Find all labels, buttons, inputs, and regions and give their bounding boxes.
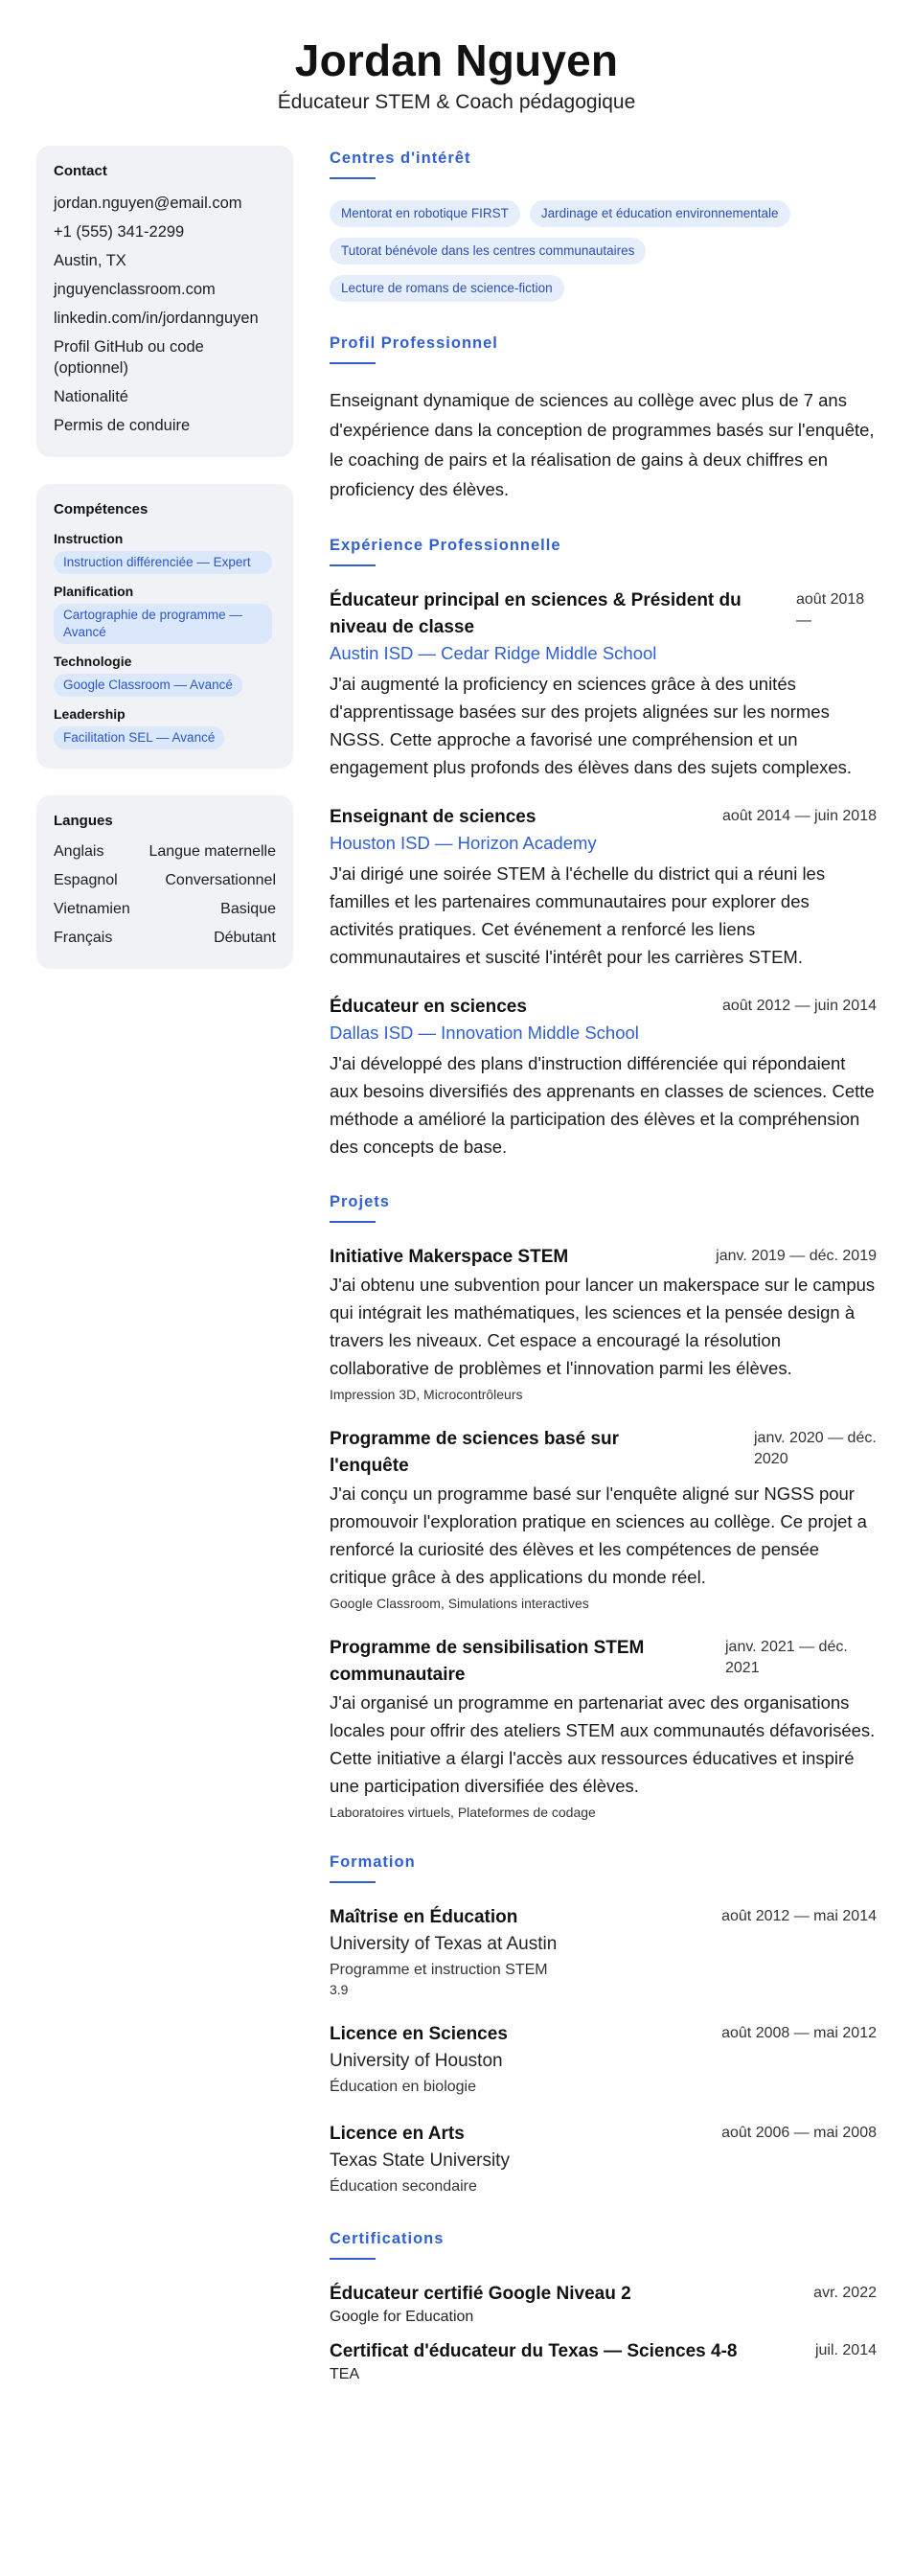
language-level: Basique <box>220 901 276 917</box>
degree-gpa: 3.9 <box>330 1982 349 1997</box>
profile-section <box>330 334 877 504</box>
project-entry <box>330 1244 877 1403</box>
project-description: J'ai organisé un programme en partenariat avec des organisations locales pour offrir des ateliers STEM aux communautés défavorisées. Cette initiative a élargi l'accès aux ressources éducatives et inspiré une participation diversifiée des élèves. <box>330 1692 876 1796</box>
job-description: J'ai développé des plans d'instruction différenciée qui répondaient aux besoins diversifiés des apprenants en classes de sciences. Cette méthode a amélioré la participation des élèves et la compréhension des concepts de base. <box>330 1053 875 1157</box>
job-title: Éducateur principal en sciences & Président du niveau de classe <box>330 590 742 637</box>
section-title-experience: Expérience Professionnelle <box>330 537 561 554</box>
language-level: Conversationnel <box>165 872 276 888</box>
interests-list <box>330 200 877 302</box>
certification-entry <box>330 2338 877 2384</box>
contact-license: Permis de conduire <box>54 417 191 434</box>
language-row <box>54 929 276 948</box>
section-title-certifications: Certifications <box>330 2230 445 2247</box>
project-name: Programme de sensibilisation STEM communautaire <box>330 1638 645 1685</box>
interest-chip: Lecture de romans de science-fiction <box>330 275 564 302</box>
interest-chip: Tutorat bénévole dans les centres communautaires <box>330 238 646 264</box>
degree-name: Licence en Arts <box>330 2124 465 2144</box>
language-name: Français <box>54 930 113 946</box>
degree-date: août 2006 — mai 2008 <box>721 2125 877 2141</box>
certifications-section <box>330 2230 877 2384</box>
contact-website[interactable]: jnguyenclassroom.com <box>54 281 216 298</box>
experience-entry <box>330 994 877 1161</box>
section-divider <box>330 177 376 179</box>
certification-issuer: Google for Education <box>330 2309 474 2325</box>
language-row <box>54 900 276 919</box>
experience-entry <box>330 587 877 781</box>
project-technologies: Google Classroom, Simulations interactives <box>330 1596 589 1611</box>
degree-name: Licence en Sciences <box>330 2024 508 2044</box>
section-divider <box>330 2258 376 2260</box>
skill-category-technology: Technologie <box>54 654 132 669</box>
school-name: University of Houston <box>330 2051 503 2071</box>
contact-phone: +1 (555) 341-2299 <box>54 223 185 241</box>
skills-title: Compétences <box>54 501 148 518</box>
sidebar <box>36 146 293 996</box>
contact-card <box>36 146 293 457</box>
interests-section <box>330 150 877 302</box>
experience-entry <box>330 804 877 971</box>
school-name: Texas State University <box>330 2150 510 2171</box>
degree-field: Éducation secondaire <box>330 2178 477 2195</box>
contact-location: Austin, TX <box>54 252 126 269</box>
school-name: University of Texas at Austin <box>330 1934 558 1954</box>
project-name: Programme de sciences basé sur l'enquête <box>330 1429 620 1476</box>
education-entry <box>330 2021 877 2098</box>
resume-body <box>36 146 877 2417</box>
main-content <box>330 146 877 2417</box>
project-name: Initiative Makerspace STEM <box>330 1247 569 1267</box>
language-level: Langue maternelle <box>148 843 276 860</box>
education-entry <box>330 1904 877 1998</box>
certification-entry <box>330 2281 877 2327</box>
section-title-interests: Centres d'intérêt <box>330 150 471 167</box>
skill-category-leadership: Leadership <box>54 706 126 722</box>
language-row <box>54 871 276 890</box>
section-title-profile: Profil Professionnel <box>330 334 498 352</box>
job-organization: Houston ISD — Horizon Academy <box>330 833 597 853</box>
certification-date: avr. 2022 <box>813 2285 877 2301</box>
language-name: Espagnol <box>54 872 118 888</box>
contact-email[interactable]: jordan.nguyen@email.com <box>54 195 242 212</box>
projects-section <box>330 1193 877 1821</box>
skill-category-planning: Planification <box>54 584 134 599</box>
languages-card <box>36 795 293 969</box>
skill-chip: Cartographie de programme — Avancé <box>54 604 272 644</box>
contact-github[interactable]: Profil GitHub ou code (optionnel) <box>54 338 204 377</box>
degree-date: août 2008 — mai 2012 <box>721 2025 877 2041</box>
skill-chip: Google Classroom — Avancé <box>54 674 242 697</box>
section-title-projects: Projets <box>330 1193 390 1210</box>
candidate-name: Jordan Nguyen <box>294 35 619 85</box>
language-name: Vietnamien <box>54 901 130 917</box>
project-entry <box>330 1426 877 1612</box>
contact-nationality: Nationalité <box>54 388 128 405</box>
project-technologies: Impression 3D, Microcontrôleurs <box>330 1387 523 1402</box>
job-date: août 2012 — juin 2014 <box>721 998 877 1014</box>
job-title: Enseignant de sciences <box>330 807 536 827</box>
section-divider <box>330 1221 376 1223</box>
interest-chip: Mentorat en robotique FIRST <box>330 200 520 227</box>
project-description: J'ai obtenu une subvention pour lancer un makerspace sur le campus qui intégrait les mathématiques, les sciences et la pensée design à travers les niveaux. Cet espace a encouragé la résolution collaborative de problèmes et l'innovation parmi les élèves. <box>330 1275 876 1378</box>
certification-name: Éducateur certifié Google Niveau 2 <box>330 2284 631 2304</box>
interest-chip: Jardinage et éducation environnementale <box>530 200 790 227</box>
education-entry <box>330 2121 877 2197</box>
language-row <box>54 842 276 862</box>
project-date: janv. 2019 — déc. 2019 <box>716 1248 877 1264</box>
project-description: J'ai conçu un programme basé sur l'enquête aligné sur NGSS pour promouvoir l'exploration pratique en sciences au collège. Ce projet a renforcé la curiosité des élèves et les compétences de pensée critique grâce à des applications du monde réel. <box>330 1484 867 1587</box>
candidate-tagline: Éducateur STEM & Coach pédagogique <box>277 91 636 113</box>
job-description: J'ai dirigé une soirée STEM à l'échelle du district qui a réuni les familles et les partenaires communautaires pour explorer des activités pratiques. Cet événement a renforcé les liens communautaires et suscité l'intérêt pour les carrières STEM. <box>330 863 826 967</box>
resume-header <box>36 0 877 146</box>
degree-field: Éducation en biologie <box>330 2079 477 2095</box>
project-date: janv. 2020 — déc. 2020 <box>754 1430 877 1467</box>
certification-issuer: TEA <box>330 2366 360 2382</box>
section-divider <box>330 362 376 364</box>
profile-summary: Enseignant dynamique de sciences au collège avec plus de 7 ans d'expérience dans la conception de programmes basés sur l'enquête, le coaching de pairs et la réalisation de gains à deux chiffres en proficiency des élèves. <box>330 390 875 499</box>
job-organization: Dallas ISD — Innovation Middle School <box>330 1023 639 1043</box>
education-section <box>330 1853 877 2197</box>
experience-section <box>330 537 877 1161</box>
contact-title: Contact <box>54 163 107 179</box>
job-date: août 2018 — <box>796 591 865 629</box>
section-divider <box>330 1881 376 1883</box>
project-technologies: Laboratoires virtuels, Plateformes de codage <box>330 1805 596 1820</box>
skill-category-instruction: Instruction <box>54 531 124 546</box>
degree-name: Maîtrise en Éducation <box>330 1907 518 1927</box>
section-divider <box>330 564 376 566</box>
job-organization: Austin ISD — Cedar Ridge Middle School <box>330 643 657 663</box>
language-level: Débutant <box>214 930 276 946</box>
certification-date: juil. 2014 <box>814 2342 877 2358</box>
skill-chip: Instruction différenciée — Expert <box>54 551 272 574</box>
job-title: Éducateur en sciences <box>330 997 527 1017</box>
degree-date: août 2012 — mai 2014 <box>721 1908 877 1924</box>
section-title-education: Formation <box>330 1853 416 1871</box>
job-description: J'ai augmenté la proficiency en sciences grâce à des unités d'apprentissage basées sur des projets alignées sur les normes NGSS. Cette approche a favorisé une compréhension et un engagement plus profonds des élèves dans des sujets complexes. <box>330 674 853 777</box>
degree-field: Programme et instruction STEM <box>330 1962 548 1978</box>
skills-card <box>36 484 293 769</box>
project-date: janv. 2021 — déc. 2021 <box>725 1639 848 1676</box>
languages-title: Langues <box>54 813 113 829</box>
project-entry <box>330 1635 877 1821</box>
certification-name: Certificat d'éducateur du Texas — Sciences 4-8 <box>330 2341 738 2361</box>
language-name: Anglais <box>54 843 104 860</box>
job-date: août 2014 — juin 2018 <box>721 808 877 824</box>
skill-chip: Facilitation SEL — Avancé <box>54 726 224 749</box>
contact-linkedin[interactable]: linkedin.com/in/jordannguyen <box>54 310 259 327</box>
